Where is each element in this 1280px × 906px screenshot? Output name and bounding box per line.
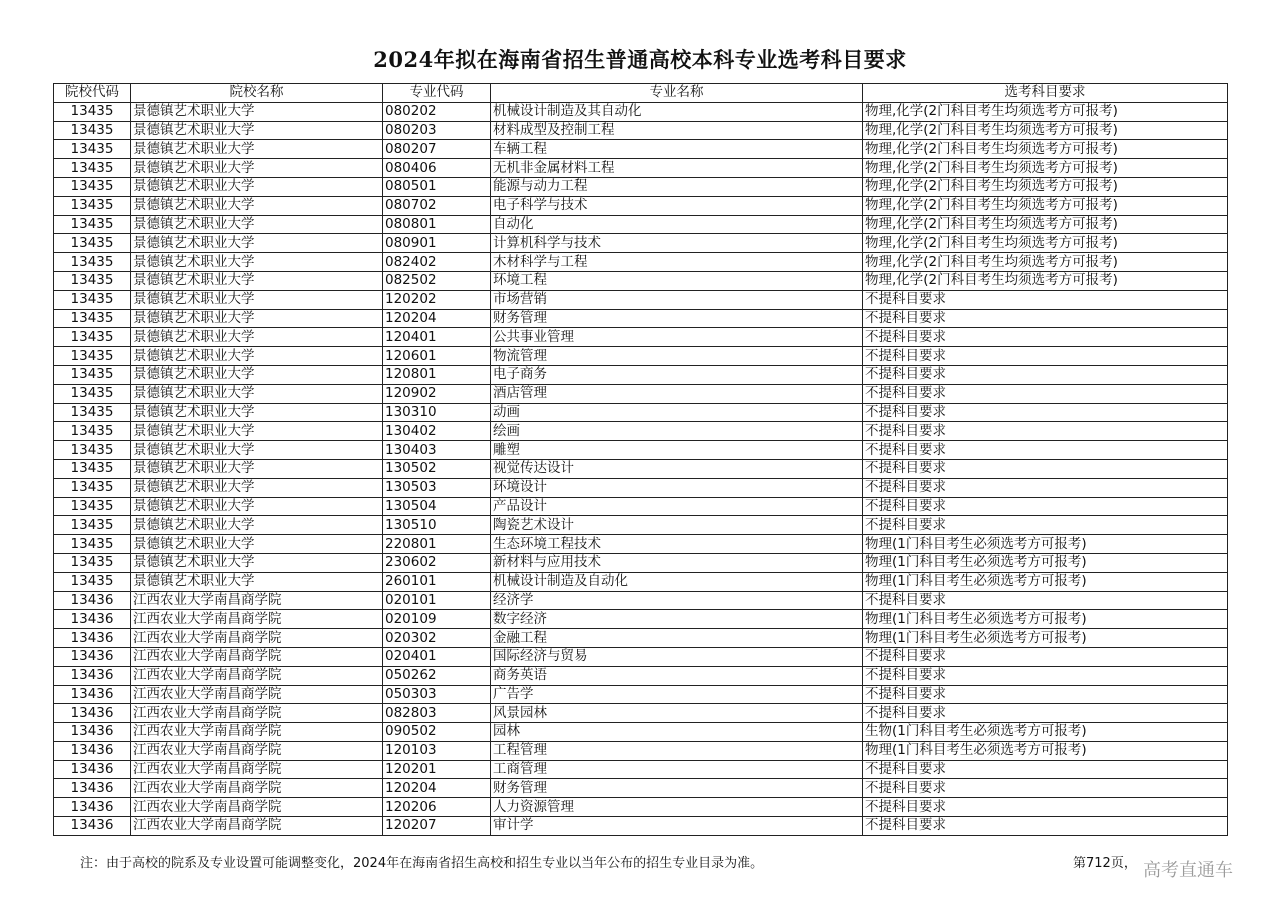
major-name-cell: 国际经济与贸易 <box>491 647 863 666</box>
major-code-cell: 120401 <box>383 328 491 347</box>
major-code-cell: 080501 <box>383 177 491 196</box>
major-code-cell: 130310 <box>383 403 491 422</box>
subject-requirement-cell: 不提科目要求 <box>863 459 1228 478</box>
school-code-cell: 13436 <box>54 629 131 648</box>
major-code-cell: 020109 <box>383 610 491 629</box>
major-name-cell: 机械设计制造及其自动化 <box>491 102 863 121</box>
subject-requirement-cell: 不提科目要求 <box>863 666 1228 685</box>
school-code-cell: 13436 <box>54 647 131 666</box>
major-code-cell: 120207 <box>383 817 491 836</box>
table-row <box>54 535 1228 554</box>
table-row <box>54 196 1228 215</box>
school-code-cell: 13435 <box>54 403 131 422</box>
table-row <box>54 365 1228 384</box>
school-name-cell: 景德镇艺术职业大学 <box>131 196 383 215</box>
header-school-code: 院校代码 <box>54 84 131 103</box>
major-name-cell: 工程管理 <box>491 741 863 760</box>
subject-requirement-cell: 物理,化学(2门科目考生均须选考方可报考) <box>863 177 1228 196</box>
school-code-cell: 13435 <box>54 159 131 178</box>
school-name-cell: 景德镇艺术职业大学 <box>131 159 383 178</box>
school-code-cell: 13436 <box>54 666 131 685</box>
header-major-name: 专业名称 <box>491 84 863 103</box>
school-code-cell: 13436 <box>54 704 131 723</box>
subject-requirement-cell: 物理,化学(2门科目考生均须选考方可报考) <box>863 253 1228 272</box>
major-code-cell: 080203 <box>383 121 491 140</box>
school-name-cell: 景德镇艺术职业大学 <box>131 328 383 347</box>
major-code-cell: 220801 <box>383 535 491 554</box>
school-name-cell: 江西农业大学南昌商学院 <box>131 723 383 742</box>
school-name-cell: 江西农业大学南昌商学院 <box>131 647 383 666</box>
major-name-cell: 财务管理 <box>491 309 863 328</box>
school-name-cell: 江西农业大学南昌商学院 <box>131 704 383 723</box>
subject-requirement-cell: 不提科目要求 <box>863 779 1228 798</box>
table-header-row <box>54 84 1228 103</box>
table-row <box>54 741 1228 760</box>
school-name-cell: 江西农业大学南昌商学院 <box>131 779 383 798</box>
subject-requirement-cell: 不提科目要求 <box>863 441 1228 460</box>
school-name-cell: 江西农业大学南昌商学院 <box>131 760 383 779</box>
school-code-cell: 13436 <box>54 760 131 779</box>
school-code-cell: 13436 <box>54 685 131 704</box>
major-name-cell: 酒店管理 <box>491 384 863 403</box>
table-row <box>54 140 1228 159</box>
table-row <box>54 591 1228 610</box>
subject-requirement-cell: 不提科目要求 <box>863 403 1228 422</box>
major-name-cell: 计算机科学与技术 <box>491 234 863 253</box>
table-row <box>54 798 1228 817</box>
major-code-cell: 130403 <box>383 441 491 460</box>
school-name-cell: 景德镇艺术职业大学 <box>131 215 383 234</box>
major-code-cell: 120204 <box>383 779 491 798</box>
major-code-cell: 020401 <box>383 647 491 666</box>
table-row <box>54 704 1228 723</box>
table-row <box>54 610 1228 629</box>
school-name-cell: 景德镇艺术职业大学 <box>131 403 383 422</box>
major-name-cell: 木材科学与工程 <box>491 253 863 272</box>
subject-requirement-cell: 物理,化学(2门科目考生均须选考方可报考) <box>863 234 1228 253</box>
school-name-cell: 景德镇艺术职业大学 <box>131 553 383 572</box>
major-name-cell: 数字经济 <box>491 610 863 629</box>
school-name-cell: 景德镇艺术职业大学 <box>131 572 383 591</box>
school-name-cell: 景德镇艺术职业大学 <box>131 121 383 140</box>
school-name-cell: 江西农业大学南昌商学院 <box>131 629 383 648</box>
major-name-cell: 绘画 <box>491 422 863 441</box>
major-code-cell: 130503 <box>383 478 491 497</box>
major-code-cell: 020302 <box>383 629 491 648</box>
school-code-cell: 13435 <box>54 516 131 535</box>
table-row <box>54 290 1228 309</box>
school-code-cell: 13436 <box>54 591 131 610</box>
table-row <box>54 441 1228 460</box>
major-code-cell: 120206 <box>383 798 491 817</box>
school-code-cell: 13435 <box>54 177 131 196</box>
table-row <box>54 234 1228 253</box>
subject-requirement-cell: 物理(1门科目考生必须选考方可报考) <box>863 535 1228 554</box>
major-name-cell: 新材料与应用技术 <box>491 553 863 572</box>
school-code-cell: 13435 <box>54 215 131 234</box>
school-name-cell: 景德镇艺术职业大学 <box>131 365 383 384</box>
major-name-cell: 金融工程 <box>491 629 863 648</box>
school-name-cell: 景德镇艺术职业大学 <box>131 497 383 516</box>
school-name-cell: 江西农业大学南昌商学院 <box>131 591 383 610</box>
major-name-cell: 产品设计 <box>491 497 863 516</box>
table-row <box>54 102 1228 121</box>
table-row <box>54 723 1228 742</box>
major-name-cell: 物流管理 <box>491 347 863 366</box>
school-code-cell: 13435 <box>54 553 131 572</box>
school-name-cell: 景德镇艺术职业大学 <box>131 234 383 253</box>
school-name-cell: 景德镇艺术职业大学 <box>131 516 383 535</box>
school-code-cell: 13436 <box>54 741 131 760</box>
subject-requirement-cell: 物理(1门科目考生必须选考方可报考) <box>863 610 1228 629</box>
subject-requirement-cell: 不提科目要求 <box>863 591 1228 610</box>
school-name-cell: 景德镇艺术职业大学 <box>131 347 383 366</box>
school-code-cell: 13435 <box>54 535 131 554</box>
subject-requirement-cell: 物理(1门科目考生必须选考方可报考) <box>863 741 1228 760</box>
table-row <box>54 271 1228 290</box>
major-code-cell: 080207 <box>383 140 491 159</box>
subject-requirement-cell: 生物(1门科目考生必须选考方可报考) <box>863 723 1228 742</box>
school-name-cell: 江西农业大学南昌商学院 <box>131 817 383 836</box>
subject-requirement-cell: 不提科目要求 <box>863 309 1228 328</box>
major-code-cell: 090502 <box>383 723 491 742</box>
major-code-cell: 130510 <box>383 516 491 535</box>
table-row <box>54 403 1228 422</box>
subject-requirement-cell: 物理,化学(2门科目考生均须选考方可报考) <box>863 159 1228 178</box>
major-name-cell: 无机非金属材料工程 <box>491 159 863 178</box>
major-code-cell: 120902 <box>383 384 491 403</box>
table-row <box>54 497 1228 516</box>
requirements-table <box>53 83 1228 836</box>
school-code-cell: 13435 <box>54 196 131 215</box>
subject-requirement-cell: 不提科目要求 <box>863 704 1228 723</box>
school-code-cell: 13436 <box>54 817 131 836</box>
school-name-cell: 景德镇艺术职业大学 <box>131 441 383 460</box>
major-code-cell: 120202 <box>383 290 491 309</box>
major-name-cell: 电子商务 <box>491 365 863 384</box>
major-code-cell: 020101 <box>383 591 491 610</box>
major-name-cell: 财务管理 <box>491 779 863 798</box>
school-code-cell: 13436 <box>54 723 131 742</box>
subject-requirement-cell: 不提科目要求 <box>863 478 1228 497</box>
major-name-cell: 工商管理 <box>491 760 863 779</box>
table-row <box>54 779 1228 798</box>
major-name-cell: 广告学 <box>491 685 863 704</box>
school-name-cell: 江西农业大学南昌商学院 <box>131 685 383 704</box>
watermark: 高考直通车 <box>1143 860 1233 881</box>
table-row <box>54 817 1228 836</box>
subject-requirement-cell: 不提科目要求 <box>863 798 1228 817</box>
school-code-cell: 13435 <box>54 328 131 347</box>
table-row <box>54 121 1228 140</box>
subject-requirement-cell: 物理,化学(2门科目考生均须选考方可报考) <box>863 271 1228 290</box>
subject-requirement-cell: 物理,化学(2门科目考生均须选考方可报考) <box>863 140 1228 159</box>
school-code-cell: 13436 <box>54 779 131 798</box>
school-code-cell: 13436 <box>54 798 131 817</box>
major-code-cell: 130402 <box>383 422 491 441</box>
subject-requirement-cell: 不提科目要求 <box>863 685 1228 704</box>
subject-requirement-cell: 不提科目要求 <box>863 817 1228 836</box>
major-name-cell: 风景园林 <box>491 704 863 723</box>
subject-requirement-cell: 不提科目要求 <box>863 422 1228 441</box>
major-name-cell: 雕塑 <box>491 441 863 460</box>
school-name-cell: 景德镇艺术职业大学 <box>131 140 383 159</box>
major-name-cell: 生态环境工程技术 <box>491 535 863 554</box>
table-row <box>54 177 1228 196</box>
subject-requirement-cell: 物理(1门科目考生必须选考方可报考) <box>863 553 1228 572</box>
major-name-cell: 机械设计制造及自动化 <box>491 572 863 591</box>
major-code-cell: 120601 <box>383 347 491 366</box>
table-row <box>54 159 1228 178</box>
table-row <box>54 422 1228 441</box>
school-code-cell: 13436 <box>54 610 131 629</box>
major-code-cell: 230602 <box>383 553 491 572</box>
school-name-cell: 景德镇艺术职业大学 <box>131 309 383 328</box>
subject-requirement-cell: 不提科目要求 <box>863 384 1228 403</box>
school-name-cell: 景德镇艺术职业大学 <box>131 422 383 441</box>
school-name-cell: 景德镇艺术职业大学 <box>131 102 383 121</box>
school-name-cell: 景德镇艺术职业大学 <box>131 535 383 554</box>
major-code-cell: 120204 <box>383 309 491 328</box>
major-code-cell: 130504 <box>383 497 491 516</box>
school-name-cell: 景德镇艺术职业大学 <box>131 253 383 272</box>
table-row <box>54 760 1228 779</box>
major-code-cell: 130502 <box>383 459 491 478</box>
major-name-cell: 经济学 <box>491 591 863 610</box>
subject-requirement-cell: 不提科目要求 <box>863 497 1228 516</box>
page-title: 2024年拟在海南省招生普通高校本科专业选考科目要求 <box>373 47 907 72</box>
table-row <box>54 347 1228 366</box>
school-name-cell: 景德镇艺术职业大学 <box>131 384 383 403</box>
table-body <box>54 102 1228 835</box>
table-row <box>54 685 1228 704</box>
school-name-cell: 景德镇艺术职业大学 <box>131 290 383 309</box>
school-name-cell: 景德镇艺术职业大学 <box>131 478 383 497</box>
major-name-cell: 园林 <box>491 723 863 742</box>
table-row <box>54 253 1228 272</box>
header-major-code: 专业代码 <box>383 84 491 103</box>
table-row <box>54 666 1228 685</box>
school-code-cell: 13435 <box>54 422 131 441</box>
school-code-cell: 13435 <box>54 572 131 591</box>
header-school-name: 院校名称 <box>131 84 383 103</box>
subject-requirement-cell: 不提科目要求 <box>863 290 1228 309</box>
major-name-cell: 审计学 <box>491 817 863 836</box>
school-code-cell: 13435 <box>54 102 131 121</box>
major-code-cell: 082402 <box>383 253 491 272</box>
school-name-cell: 江西农业大学南昌商学院 <box>131 610 383 629</box>
table-row <box>54 384 1228 403</box>
subject-requirement-cell: 物理,化学(2门科目考生均须选考方可报考) <box>863 102 1228 121</box>
school-name-cell: 景德镇艺术职业大学 <box>131 177 383 196</box>
school-code-cell: 13435 <box>54 290 131 309</box>
school-code-cell: 13435 <box>54 497 131 516</box>
school-code-cell: 13435 <box>54 234 131 253</box>
school-code-cell: 13435 <box>54 384 131 403</box>
major-code-cell: 080801 <box>383 215 491 234</box>
subject-requirement-cell: 物理,化学(2门科目考生均须选考方可报考) <box>863 215 1228 234</box>
major-code-cell: 260101 <box>383 572 491 591</box>
table-row <box>54 516 1228 535</box>
school-name-cell: 江西农业大学南昌商学院 <box>131 741 383 760</box>
school-code-cell: 13435 <box>54 441 131 460</box>
major-name-cell: 环境设计 <box>491 478 863 497</box>
major-name-cell: 市场营销 <box>491 290 863 309</box>
school-code-cell: 13435 <box>54 121 131 140</box>
major-name-cell: 动画 <box>491 403 863 422</box>
major-code-cell: 050303 <box>383 685 491 704</box>
school-code-cell: 13435 <box>54 253 131 272</box>
major-code-cell: 080901 <box>383 234 491 253</box>
major-name-cell: 商务英语 <box>491 666 863 685</box>
header-subject-requirement: 选考科目要求 <box>863 84 1228 103</box>
subject-requirement-cell: 物理(1门科目考生必须选考方可报考) <box>863 572 1228 591</box>
major-code-cell: 080202 <box>383 102 491 121</box>
major-code-cell: 080702 <box>383 196 491 215</box>
school-code-cell: 13435 <box>54 309 131 328</box>
table-row <box>54 629 1228 648</box>
major-code-cell: 120801 <box>383 365 491 384</box>
table-row <box>54 572 1228 591</box>
major-name-cell: 人力资源管理 <box>491 798 863 817</box>
major-code-cell: 082803 <box>383 704 491 723</box>
major-name-cell: 视觉传达设计 <box>491 459 863 478</box>
major-code-cell: 082502 <box>383 271 491 290</box>
major-code-cell: 080406 <box>383 159 491 178</box>
page-number: 第712页， <box>1073 856 1137 871</box>
school-code-cell: 13435 <box>54 365 131 384</box>
subject-requirement-cell: 物理,化学(2门科目考生均须选考方可报考) <box>863 121 1228 140</box>
table-row <box>54 328 1228 347</box>
table-row <box>54 553 1228 572</box>
subject-requirement-cell: 物理,化学(2门科目考生均须选考方可报考) <box>863 196 1228 215</box>
school-code-cell: 13435 <box>54 459 131 478</box>
school-code-cell: 13435 <box>54 140 131 159</box>
subject-requirement-cell: 物理(1门科目考生必须选考方可报考) <box>863 629 1228 648</box>
table-row <box>54 647 1228 666</box>
school-code-cell: 13435 <box>54 478 131 497</box>
subject-requirement-cell: 不提科目要求 <box>863 365 1228 384</box>
subject-requirement-cell: 不提科目要求 <box>863 328 1228 347</box>
major-name-cell: 材料成型及控制工程 <box>491 121 863 140</box>
subject-requirement-cell: 不提科目要求 <box>863 347 1228 366</box>
school-name-cell: 景德镇艺术职业大学 <box>131 459 383 478</box>
table-row <box>54 459 1228 478</box>
subject-requirement-cell: 不提科目要求 <box>863 516 1228 535</box>
major-name-cell: 陶瓷艺术设计 <box>491 516 863 535</box>
subject-requirement-cell: 不提科目要求 <box>863 647 1228 666</box>
school-code-cell: 13435 <box>54 271 131 290</box>
table-row <box>54 215 1228 234</box>
school-name-cell: 景德镇艺术职业大学 <box>131 271 383 290</box>
table-row <box>54 478 1228 497</box>
subject-requirement-cell: 不提科目要求 <box>863 760 1228 779</box>
footer-note: 注：由于高校的院系及专业设置可能调整变化，2024年在海南省招生高校和招生专业以当年公布的招生专业目录为准。 <box>80 856 764 871</box>
school-name-cell: 江西农业大学南昌商学院 <box>131 666 383 685</box>
major-code-cell: 050262 <box>383 666 491 685</box>
major-name-cell: 能源与动力工程 <box>491 177 863 196</box>
school-name-cell: 江西农业大学南昌商学院 <box>131 798 383 817</box>
major-name-cell: 环境工程 <box>491 271 863 290</box>
table-row <box>54 309 1228 328</box>
major-code-cell: 120201 <box>383 760 491 779</box>
major-name-cell: 电子科学与技术 <box>491 196 863 215</box>
major-name-cell: 公共事业管理 <box>491 328 863 347</box>
major-code-cell: 120103 <box>383 741 491 760</box>
major-name-cell: 自动化 <box>491 215 863 234</box>
school-code-cell: 13435 <box>54 347 131 366</box>
major-name-cell: 车辆工程 <box>491 140 863 159</box>
